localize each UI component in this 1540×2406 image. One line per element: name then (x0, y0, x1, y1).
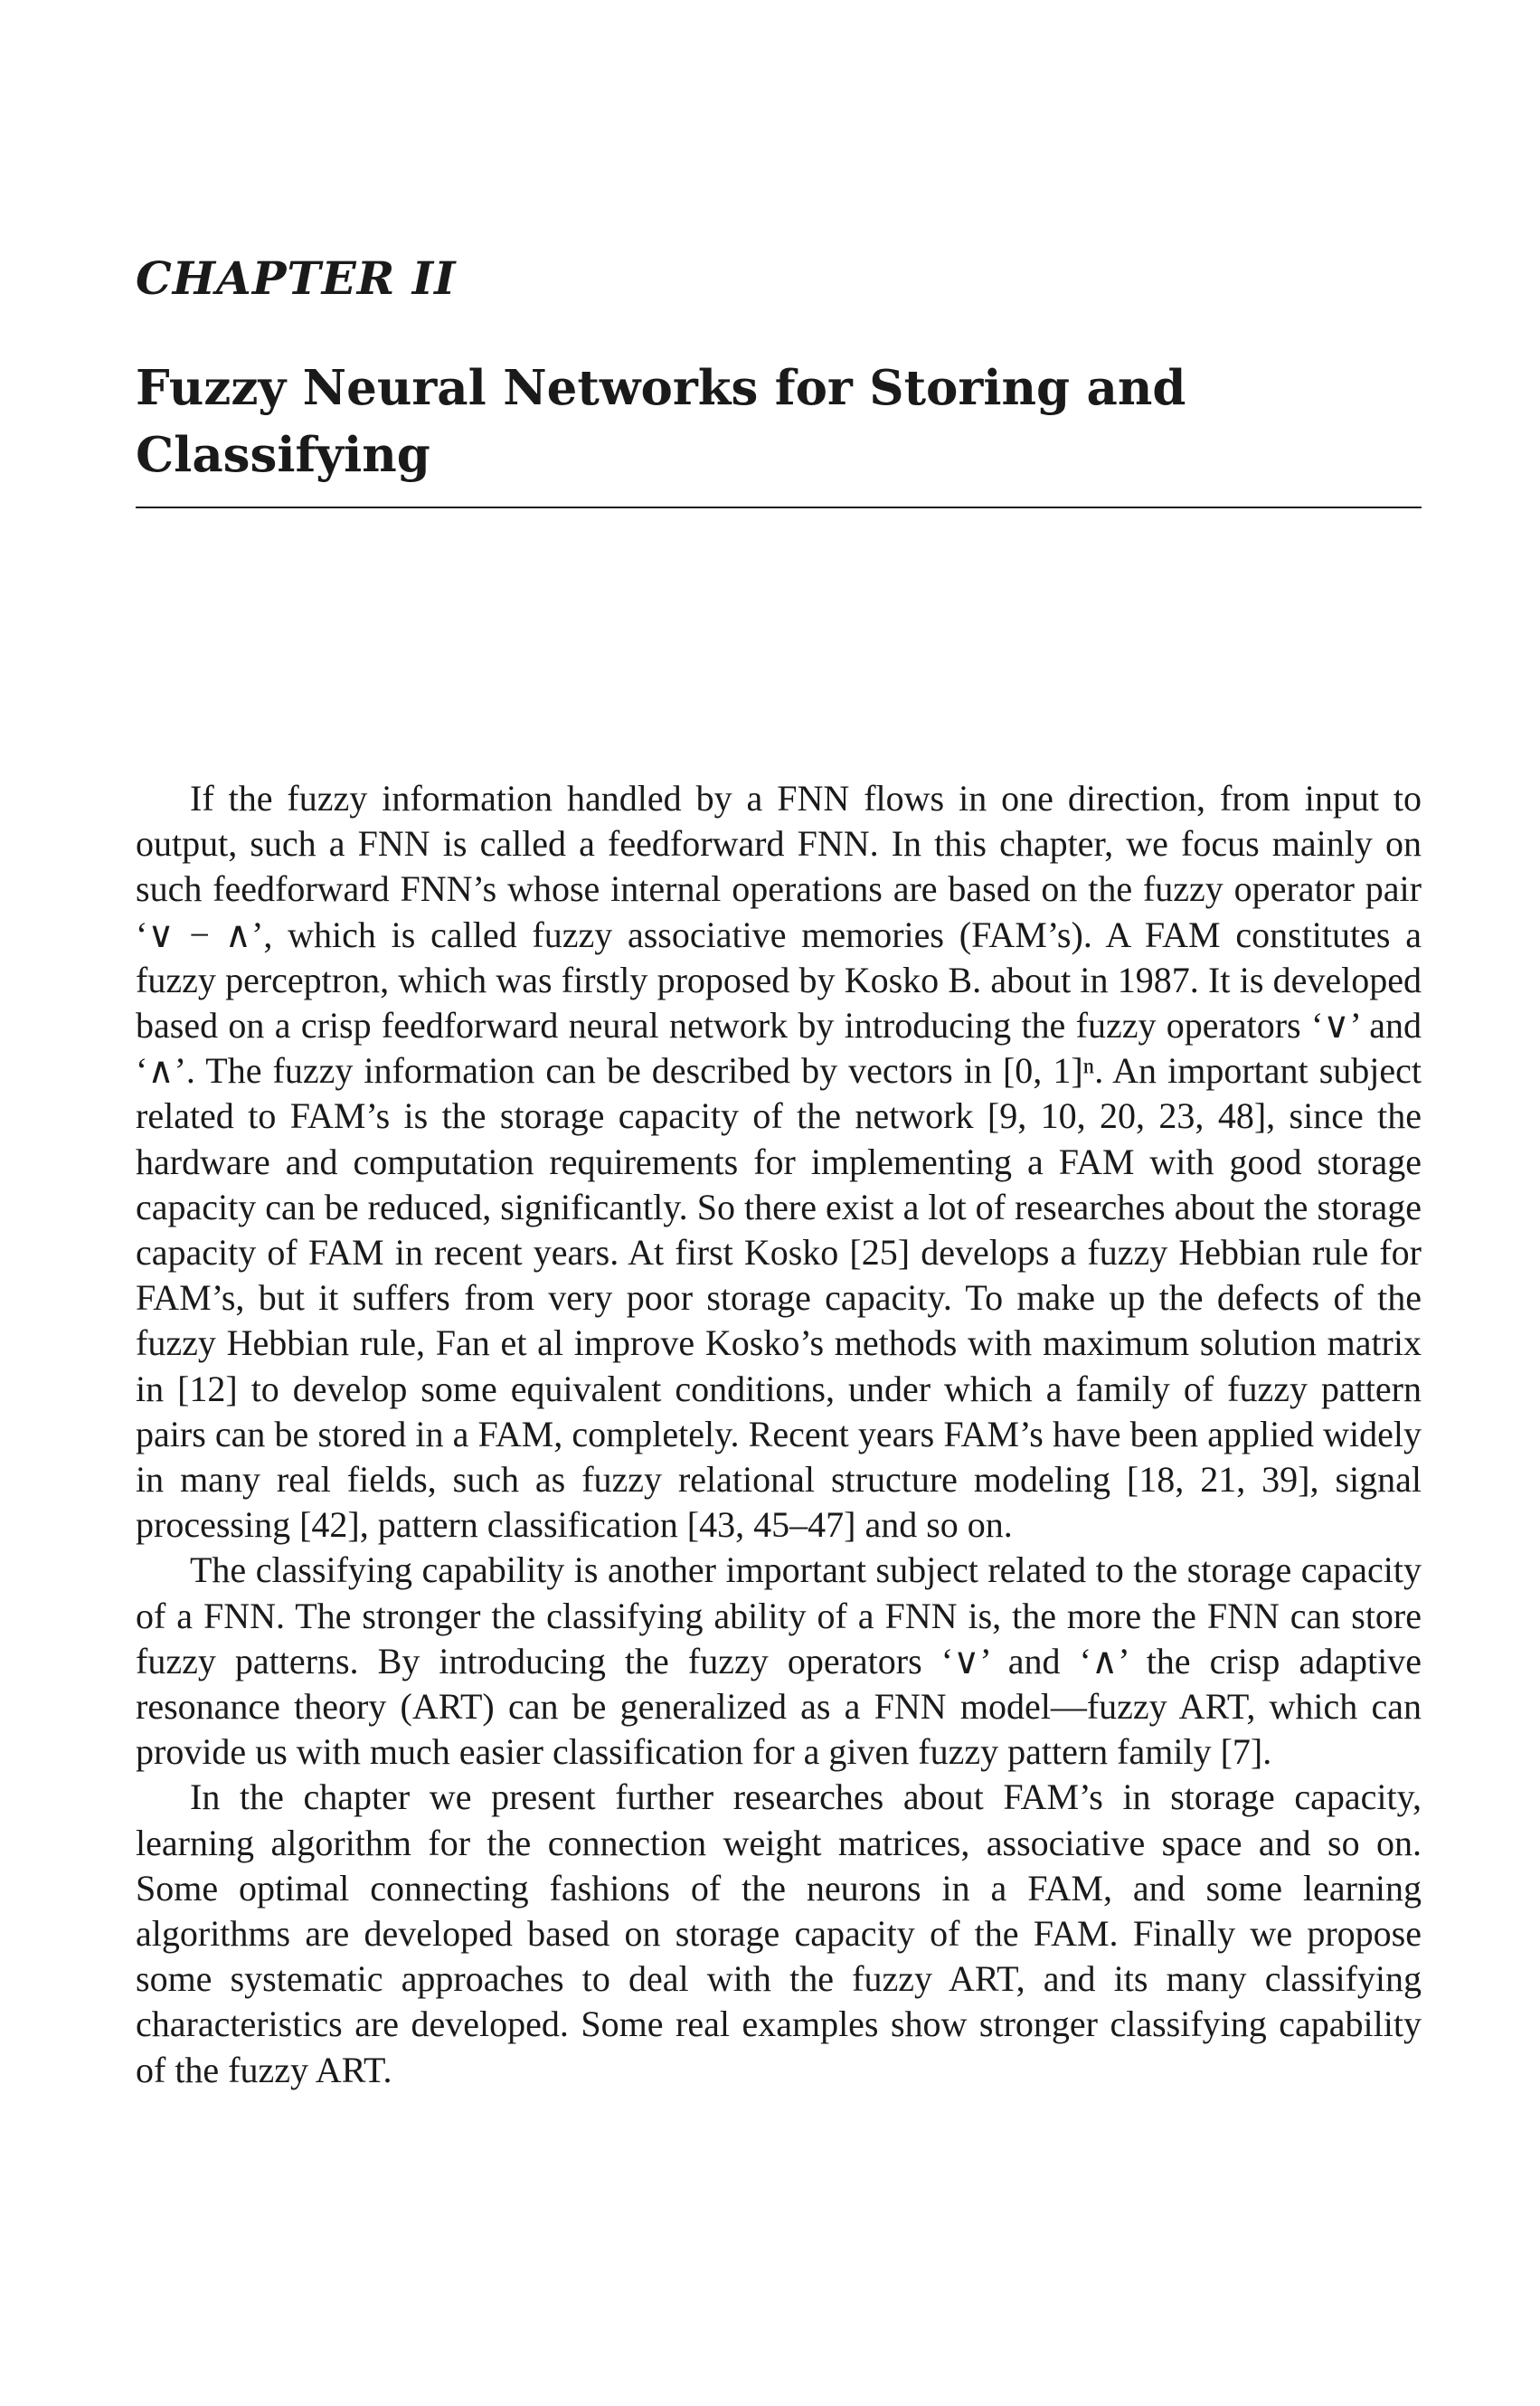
paragraph-feedforward-fnn: If the fuzzy information handled by a FNN flows in one direction, from input to output, such a FNN is called a feedforward FNN. In this chapter, we focus mainly on such feedforward FNN’s whose internal operations are based on the fuzzy operator pair ‘∨ − ∧’, which is called fuzzy associative memories (FAM’s). A FAM constitutes a fuzzy perceptron, which was firstly proposed by Kosko B. about in 1987. It is developed based on a crisp feedforward neural network by introducing the fuzzy operators ‘∨’ and ‘∧’. The fuzzy information can be described by vectors in [0, 1]ⁿ. An important subject related to FAM’s is the storage capacity of the network [9, 10, 20, 23, 48], since the hardware and computation requirements for implementing a FAM with good storage capacity can be reduced, significantly. So there exist a lot of researches about the storage capacity of FAM in recent years. At first Kosko [25] develops a fuzzy Hebbian rule for FAM’s, but it suffers from very poor storage capacity. To make up the defects of the fuzzy Hebbian rule, Fan et al improve Kosko’s methods with maximum solution matrix in [12] to develop some equivalent conditions, under which a family of fuzzy pattern pairs can be stored in a FAM, completely. Recent years FAM’s have been applied widely in many real fields, such as fuzzy relational structure modeling [18, 21, 39], signal processing [42], pattern classification [43, 45–47] and so on. (136, 778, 1422, 1546)
chapter-introduction (136, 776, 1422, 2093)
chapter-label: CHAPTER II (136, 251, 457, 305)
paragraph-chapter-overview: In the chapter we present further researches about FAM’s in storage capacity, learning algorithm for the connection weight matrices, associative space and so on. Some optimal connecting fashions of the neurons in a FAM, and some learning algorithms are developed based on storage capacity of the FAM. Finally we propose some systematic approaches to deal with the fuzzy ART, and its many classifying characteristics are developed. Some real examples show stronger classifying capability of the fuzzy ART. (136, 1776, 1422, 2090)
paragraph-classifying-capability: The classifying capability is another important subject related to the storage capacity of a FNN. The stronger the classifying ability of a FNN is, the more the FNN can store fuzzy patterns. By introducing the fuzzy operators ‘∨’ and ‘∧’ the crisp adaptive resonance theory (ART) can be generalized as a FNN model—fuzzy ART, which can provide us with much easier classification for a given fuzzy pattern family [7]. (136, 1549, 1422, 1773)
chapter-title: Fuzzy Neural Networks for Storing and Classifying (136, 360, 1186, 483)
title-divider (136, 507, 1422, 508)
